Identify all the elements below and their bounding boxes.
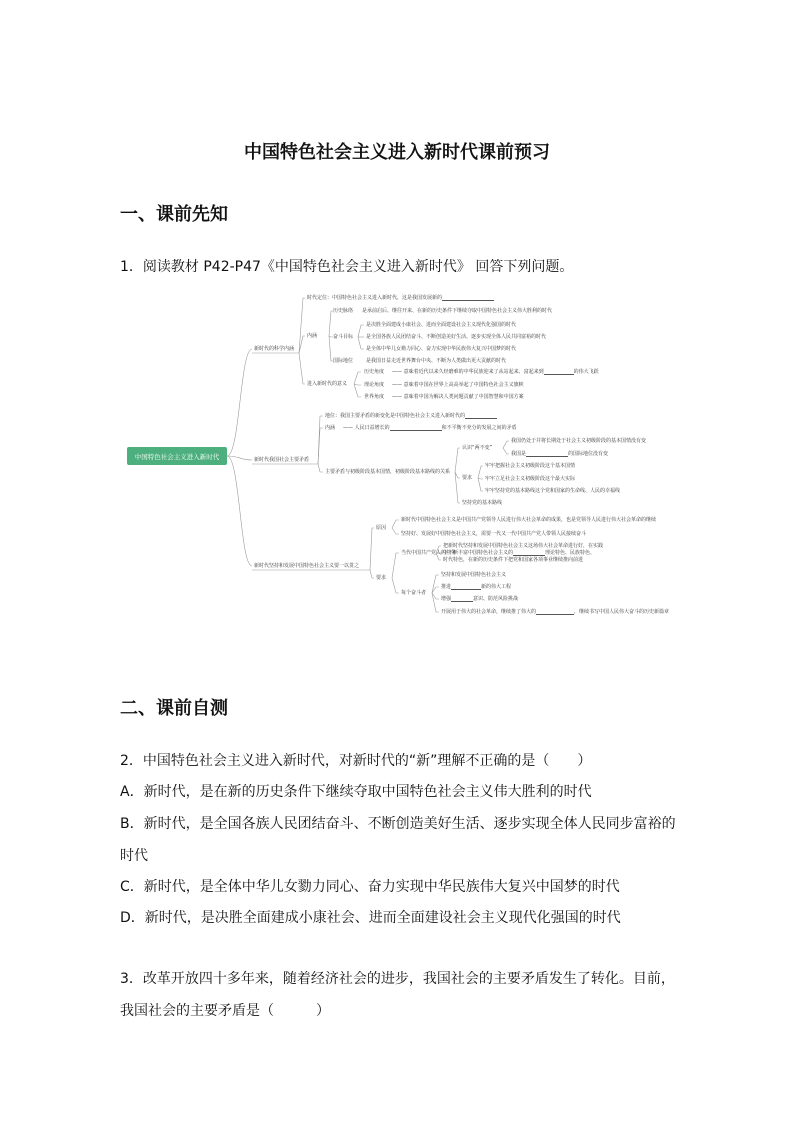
mm-node: 我国是 的国际地位没有变 [511, 451, 609, 457]
section-heading-1: 一、课前先知 [120, 204, 228, 225]
mm-node: 历史脉络 [333, 308, 354, 314]
mm-node: 中不断丰富中国特色社会主义的 理论特色、民族特色、 [443, 550, 596, 556]
mm-node: —— 意味着近代以来久经磨难的中华民族迎来了从站起来、富起来到 的伟大飞跃 [392, 369, 599, 375]
mm-node: —— 意味着中国在世界上高高举起了中国特色社会主义旗帜 [392, 382, 524, 388]
mm-node: 增强 意识、防范风险挑战 [441, 596, 519, 602]
section-heading-2: 二、课前自测 [120, 698, 228, 719]
branch-1-label: 新时代的科学内涵 [254, 346, 295, 352]
question-1: 1．阅读教材 P42-P47《中国特色社会主义进入新时代》 回答下列问题。 [120, 259, 574, 275]
mm-node: 地位：我国主要矛盾的新变化是中国特色社会主义进入新时代的 [325, 413, 497, 419]
option-b-cont: 时代 [120, 848, 148, 864]
mm-node: 历史角度 [364, 369, 385, 375]
mm-node: 理论角度 [364, 382, 385, 388]
option-c: C．新时代，是全体中华儿女勠力同心、奋力实现中华民族伟大复兴中国梦的时代 [120, 879, 620, 895]
mm-node: 当代中国共产党人的任务 [401, 550, 457, 556]
mm-node: 要求 [462, 475, 473, 481]
question-2: 2．中国特色社会主义进入新时代，对新时代的“新”理解不正确的是（ ） [120, 753, 592, 769]
mm-node: 把新时代坚持和发展中国特色社会主义这场伟大社会革命进行好，在实践 [443, 543, 604, 549]
question-3-cont: 我国社会的主要矛盾是（ ） [120, 1003, 330, 1019]
mm-node: 要求 [376, 575, 387, 581]
mm-node: 内涵 [325, 425, 336, 431]
mm-node: 世界角度 [364, 394, 385, 400]
mm-node: 是全国各族人民团结奋斗、不断创造美好生活、逐步实现全体人民共同富裕的时代 [366, 334, 547, 340]
mm-node: 新时代中国特色社会主义是中国共产党领导人民进行伟大社会革命的成果，也是党领导人民进行伟大社会革命的继续 [401, 517, 657, 523]
mm-node: 牢牢把握社会主义初级阶段这个基本国情 [485, 463, 576, 469]
option-d: D．新时代，是决胜全面建成小康社会、进而全面建设社会主义现代化强国的时代 [120, 910, 621, 926]
mm-node: 主要矛盾与初级阶段基本国情，初级阶段基本路线的关系 [325, 469, 451, 475]
mm-node: 我国仍处于并将长期处于社会主义初级阶段的基本国情没有变 [511, 438, 647, 444]
mm-node: 是我国日益走近世界舞台中央、不断为人类做出更大贡献的时代 [366, 358, 507, 364]
mm-node: 坚持党的基本路线 [462, 500, 503, 506]
mm-node: 是承前启后、继往开来、在新的历史条件下继续夺取中国特色社会主义伟大胜利的时代 [362, 308, 553, 314]
mm-node: —— 意味着中国为解决人类问题贡献了中国智慧和中国方案 [392, 394, 524, 400]
branch-2-label: 新时代我国社会主要矛盾 [254, 457, 310, 463]
mm-node: 时代特色，在新的历史条件下把党和国家各项事业继续推向前进 [443, 557, 584, 563]
mm-node: 牢牢立足社会主义初级阶段这个最大实际 [485, 476, 576, 482]
mm-node: 坚持和发展中国特色社会主义 [441, 572, 507, 578]
mm-node: 每个奋斗者 [401, 590, 427, 596]
option-a: A．新时代，是在新的历史条件下继续夺取中国特色社会主义伟大胜利的时代 [120, 784, 592, 800]
mm-node: 奋斗目标 [333, 334, 354, 340]
mm-node: 是全体中华儿女勠力同心、奋力实现中华民族伟大复兴中国梦的时代 [366, 346, 517, 352]
mm-node: 原因 [376, 525, 387, 531]
option-b: B．新时代，是全国各族人民团结奋斗、不断创造美好生活、逐步实现全体人民同步富裕的 [120, 816, 676, 832]
mm-node: 牢牢坚持党的基本路线这个党和国家的生命线、人民的幸福线 [485, 488, 621, 494]
branch-3-label: 新时代坚持和发展中国特色社会主义要一以贯之 [254, 563, 360, 569]
page-title: 中国特色社会主义进入新时代课前预习 [244, 142, 550, 163]
mm-node: 坚持好、发展好中国特色社会主义，需要一代又一代中国共产党人带领人民接续奋斗 [401, 531, 587, 537]
mm-node: 开展用于伟大的社会革命，继续推了伟大的 ，继续书写中国人民伟大奋斗的历史新篇章 [441, 609, 670, 615]
mm-node: 国际地位 [333, 358, 354, 364]
mm-node: 认识“两不变” [462, 445, 493, 451]
mindmap-root: 中国特色社会主义进入新时代 [127, 447, 227, 465]
mm-node: 内涵 [307, 333, 318, 339]
mm-node: 推进 新的伟大工程 [441, 584, 512, 590]
mm-node: 时代定位：中国特色社会主义进入新时代，这是我国发展新的 [307, 295, 494, 301]
mm-node: 进入新时代的意义 [307, 381, 348, 387]
mm-node: —— 人民日益增长的 和不平衡不充分的发展之间的矛盾 [343, 425, 517, 431]
mm-node: 是决胜全面建成小康社会、进而全面建设社会主义现代化强国的时代 [366, 322, 517, 328]
question-3: 3．改革开放四十多年来，随着经济社会的进步，我国社会的主要矛盾发生了转化。目前， [120, 971, 675, 987]
